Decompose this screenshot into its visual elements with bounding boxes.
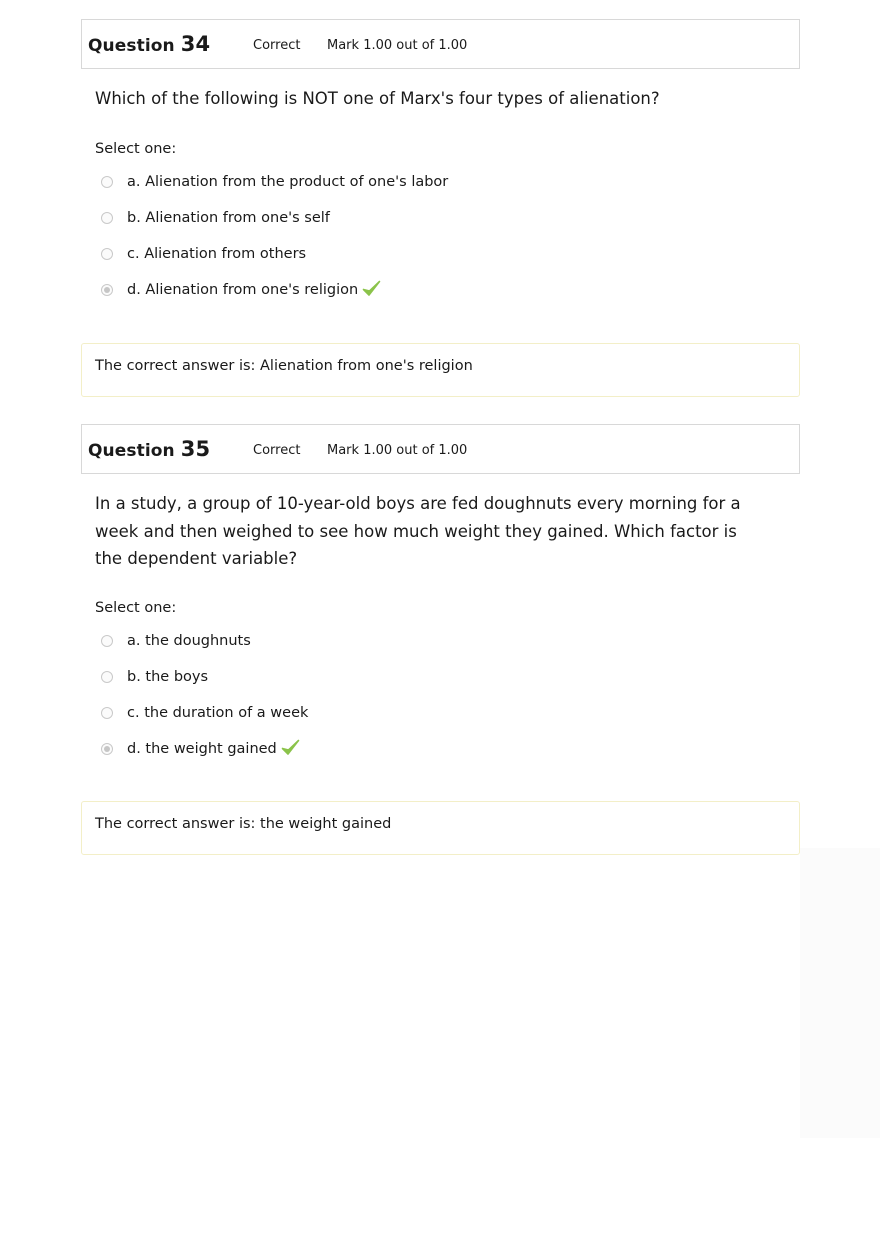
option-a[interactable] [101, 629, 251, 653]
radio-button[interactable] [101, 212, 113, 224]
option-c[interactable] [101, 701, 308, 725]
feedback-box [81, 801, 800, 855]
option-label: a. Alienation from the product of one's labor [127, 174, 449, 190]
option-label: a. the doughnuts [127, 633, 251, 649]
question-mark: Mark 1.00 out of 1.00 [327, 38, 468, 53]
question-title [88, 32, 210, 56]
question-text: In a study, a group of 10-year-old boys are fed doughnuts every morning for a week and then weighed to see how much weight they gained. Which factor is the dependent variable? [95, 494, 741, 568]
option-d[interactable] [101, 737, 300, 761]
option-label: d. Alienation from one's religion [127, 282, 359, 298]
option-label: c. Alienation from others [127, 246, 307, 262]
option-label: b. Alienation from one's self [127, 210, 330, 226]
correct-answer-text: The correct answer is: Alienation from one's religion [95, 358, 473, 374]
question-header [81, 19, 800, 69]
question-number: 35 [180, 437, 211, 461]
radio-button[interactable] [101, 176, 113, 188]
option-a[interactable] [101, 170, 448, 194]
option-label: b. the boys [127, 669, 209, 685]
question-mark: Mark 1.00 out of 1.00 [327, 443, 468, 458]
radio-button[interactable] [101, 671, 113, 683]
question-header [81, 424, 800, 474]
radio-button[interactable] [101, 248, 113, 260]
correct-answer-text: The correct answer is: the weight gained [95, 816, 392, 832]
select-one-prompt: Select one: [95, 600, 177, 616]
question-34 [81, 19, 800, 374]
option-d[interactable] [101, 278, 381, 302]
option-b[interactable] [101, 206, 330, 230]
radio-button-selected[interactable] [101, 743, 113, 755]
question-label: Question [88, 36, 175, 56]
background-panel [800, 848, 880, 1138]
correct-check-icon [281, 739, 300, 760]
question-state: Correct [253, 38, 301, 53]
question-state: Correct [253, 443, 301, 458]
question-35 [81, 424, 800, 832]
option-label: c. the duration of a week [127, 705, 309, 721]
select-one-prompt: Select one: [95, 141, 177, 157]
question-number: 34 [180, 32, 211, 56]
radio-button-selected[interactable] [101, 284, 113, 296]
correct-check-icon [362, 280, 381, 301]
question-title [88, 437, 210, 461]
option-label: d. the weight gained [127, 741, 277, 757]
radio-button[interactable] [101, 707, 113, 719]
question-label: Question [88, 441, 175, 461]
question-text: Which of the following is NOT one of Marx's four types of alienation? [95, 89, 660, 108]
radio-button[interactable] [101, 635, 113, 647]
feedback-box [81, 343, 800, 397]
option-b[interactable] [101, 665, 208, 689]
option-c[interactable] [101, 242, 306, 266]
